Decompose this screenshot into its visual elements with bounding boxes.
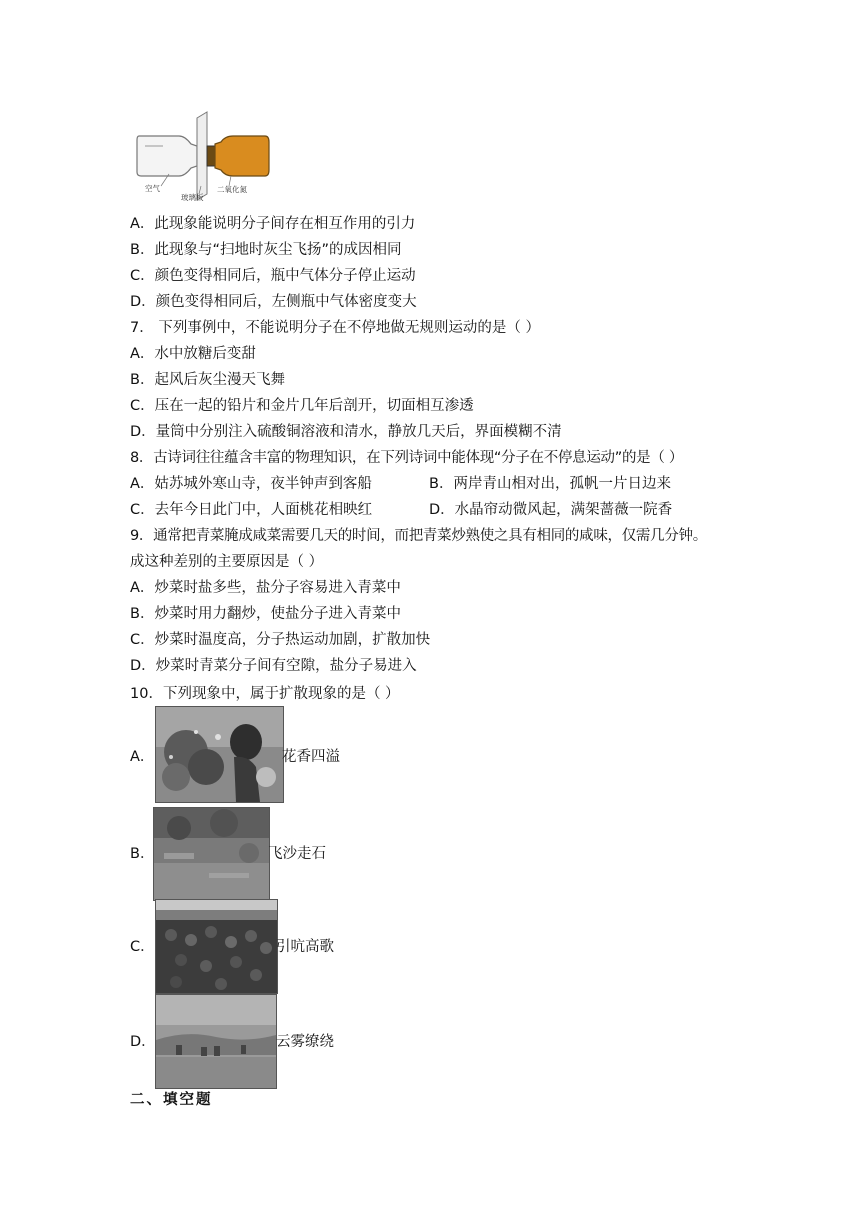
q8-option-a: A．姑苏城外寒山寺，夜半钟声到客船 (130, 476, 372, 492)
q9-stem-line1: 9．通常把青菜腌成咸菜需要几天的时间，而把青菜炒熟使之具有相同的咸味，仅需几分钟。 (130, 528, 707, 544)
q7-option-c: C．压在一起的铅片和金片几年后剖开，切面相互渗透 (130, 398, 474, 414)
q10-option-c-caption: 引吭高歌 (276, 939, 334, 955)
q10-option-a-letter: A． (130, 749, 155, 765)
q10-stem: 10．下列现象中，属于扩散现象的是（ ） (130, 686, 400, 702)
q7-option-b: B．起风后灰尘漫天飞舞 (130, 372, 285, 388)
section-heading: 二、填空题 (130, 1092, 213, 1108)
q6-option-a: A．此现象能说明分子间存在相互作用的引力 (130, 216, 416, 232)
q8-option-b: B．两岸青山相对出，孤帆一片日边来 (429, 476, 671, 492)
label-air: 空气 (145, 184, 160, 193)
q7-option-d: D．量筒中分别注入硫酸铜溶液和清水，静放几天后，界面模糊不清 (130, 424, 562, 440)
sandstorm-photo (153, 807, 270, 901)
q6-option-d: D．颜色变得相同后，左侧瓶中气体密度变大 (130, 294, 417, 310)
q8-option-c: C．去年今日此门中，人面桃花相映红 (130, 502, 373, 518)
q9-option-a: A．炒菜时盐多些，盐分子容易进入青菜中 (130, 580, 401, 596)
fog-photo (155, 994, 277, 1089)
q9-option-d: D．炒菜时青菜分子间有空隙，盐分子易进入 (130, 658, 417, 674)
q9-stem-line2: 成这种差别的主要原因是（ ） (130, 554, 324, 570)
q10-option-b-letter: B． (130, 846, 155, 862)
label-no2: 二氧化氮 (217, 185, 247, 194)
q10-option-d-caption: 云雾缭绕 (276, 1034, 334, 1050)
q7-option-a: A．水中放糖后变甜 (130, 346, 256, 362)
q10-option-b-caption: 飞沙走石 (268, 846, 326, 862)
q8-option-d: D．水晶帘动微风起，满架蔷薇一院香 (429, 502, 673, 518)
q10-option-c-letter: C． (130, 939, 155, 955)
crowd-photo (155, 899, 278, 994)
q6-option-b: B．此现象与“扫地时灰尘飞扬”的成因相同 (130, 242, 402, 258)
q7-stem: 7． 下列事例中，不能说明分子在不停地做无规则运动的是（ ） (130, 320, 540, 336)
diffusion-bottles-figure (133, 106, 273, 202)
q9-option-b: B．炒菜时用力翻炒，使盐分子进入青菜中 (130, 606, 401, 622)
q10-option-a-caption: 花香四溢 (282, 749, 340, 765)
q6-option-c: C．颜色变得相同后，瓶中气体分子停止运动 (130, 268, 416, 284)
q9-option-c: C．炒菜时温度高，分子热运动加剧，扩散加快 (130, 632, 431, 648)
flower-photo (155, 706, 284, 803)
label-glass-plate: 玻璃板 (181, 193, 204, 202)
q10-option-d-letter: D． (130, 1034, 156, 1050)
q8-stem: 8．古诗词往往蕴含丰富的物理知识，在下列诗词中能体现“分子在不停息运动”的是（ ） (130, 450, 684, 466)
